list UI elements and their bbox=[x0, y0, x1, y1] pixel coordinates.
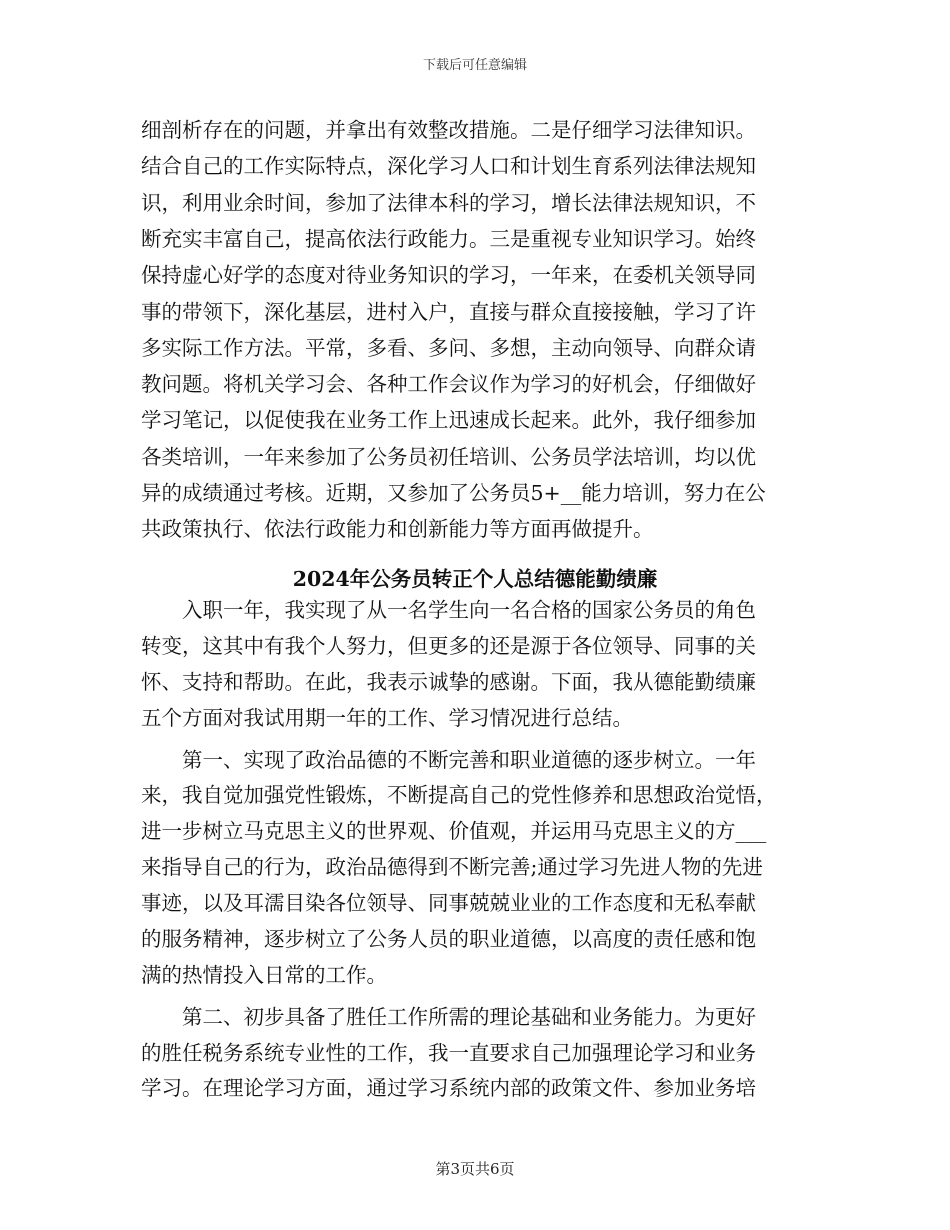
text-line: 入职一年，我实现了从一名学生向一名合格的国家公务员的角色 bbox=[141, 598, 756, 622]
text-line: 五个方面对我试用期一年的工作、学习情况进行总结。 bbox=[141, 706, 633, 730]
section-title: 2024年公务员转正个人总结德能勤绩廉 bbox=[292, 567, 658, 591]
text-line: 事迹，以及耳濡目染各位领导、同事兢兢业业的工作态度和无私奉献 bbox=[141, 891, 756, 915]
text-line: 异的成绩通过考核。近期，又参加了公务员5+__能力培训，努力在公 bbox=[141, 481, 766, 505]
text-line: 识，利用业余时间，参加了法律本科的学习，增长法律法规知识，不 bbox=[141, 190, 756, 215]
text-line: 学习笔记，以促使我在业务工作上迅速成长起来。此外，我仔细参加 bbox=[141, 408, 756, 433]
text-line: 第二、初步具备了胜任工作所需的理论基础和业务能力。为更好 bbox=[141, 1005, 756, 1029]
page-footer: 第3页共6页 bbox=[435, 1160, 515, 1178]
text-line: 怀、支持和帮助。在此，我表示诚挚的感谢。下面，我从德能勤绩廉 bbox=[141, 670, 756, 694]
text-line: 来，我自觉加强党性锻炼，不断提高自己的党性修养和思想政治觉悟， bbox=[141, 783, 777, 807]
text-line: 结合自己的工作实际特点，深化学习人口和计划生育系列法律法规知 bbox=[141, 154, 756, 179]
text-line: 断充实丰富自己，提高依法行政能力。三是重视专业知识学习。始终 bbox=[141, 226, 756, 251]
text-line: 的服务精神，逐步树立了公务人员的职业道德，以高度的责任感和饱 bbox=[141, 927, 756, 951]
text-line: 保持虚心好学的态度对待业务知识的学习，一年来，在委机关领导同 bbox=[141, 263, 756, 288]
text-line: 教问题。将机关学习会、各种工作会议作为学习的好机会，仔细做好 bbox=[141, 372, 756, 397]
text-line: 满的热情投入日常的工作。 bbox=[141, 963, 387, 987]
text-line: 多实际工作方法。平常，多看、多问、多想，主动向领导、向群众请 bbox=[141, 335, 756, 360]
page-header: 下载后可任意编辑 bbox=[422, 58, 527, 73]
text-line: 第一、实现了政治品德的不断完善和职业道德的逐步树立。一年 bbox=[141, 748, 756, 772]
text-line: 来指导自己的行为，政治品德得到不断完善;通过学习先进人物的先进 bbox=[141, 855, 763, 879]
text-line: 各类培训，一年来参加了公务员初任培训、公务员学法培训，均以优 bbox=[141, 444, 756, 469]
text-line: 细剖析存在的问题，并拿出有效整改措施。二是仔细学习法律知识。 bbox=[141, 118, 756, 142]
text-line: 事的带领下，深化基层，进村入户，直接与群众直接接触，学习了许 bbox=[141, 299, 756, 324]
text-line: 转变，这其中有我个人努力，但更多的还是源于各位领导、同事的关 bbox=[141, 634, 756, 658]
text-line: 共政策执行、依法行政能力和创新能力等方面再做提升。 bbox=[141, 517, 654, 542]
text-line: 学习。在理论学习方面，通过学习系统内部的政策文件、参加业务培 bbox=[141, 1076, 756, 1100]
text-line: 进一步树立马克思主义的世界观、价值观，并运用马克思主义的方___ bbox=[141, 819, 767, 843]
text-line: 的胜任税务系统专业性的工作，我一直要求自己加强理论学习和业务 bbox=[141, 1041, 756, 1065]
